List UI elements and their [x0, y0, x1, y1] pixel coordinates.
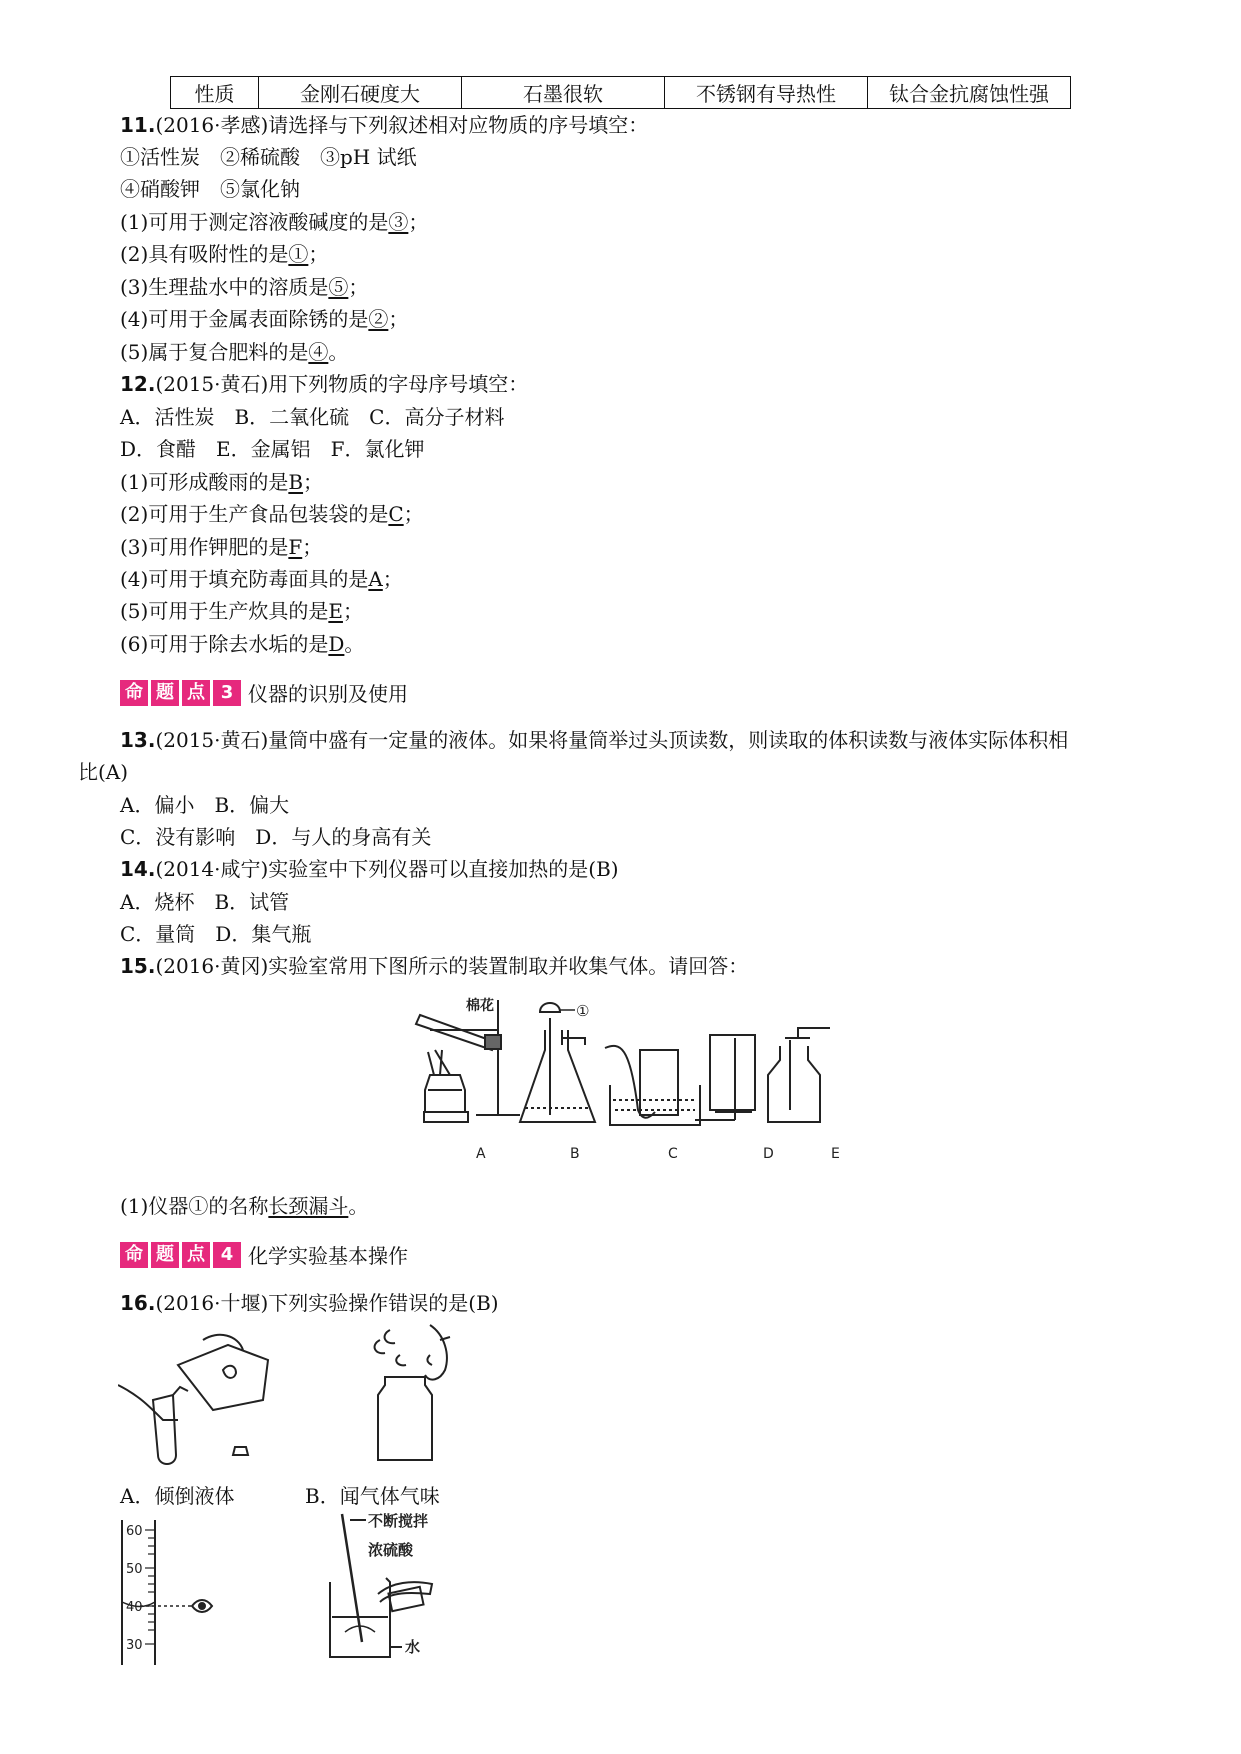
- caption-b: B．闻气体气味: [305, 1484, 440, 1508]
- apparatus-c: [605, 1046, 700, 1125]
- badge-char: 题: [151, 1242, 179, 1268]
- item-end: ；: [388, 307, 409, 331]
- q11-item: [120, 274, 368, 300]
- q13-options-line2: C．没有影响 D．与人的身高有关: [120, 825, 432, 849]
- tick-label: 30: [126, 1638, 143, 1653]
- q12-item: [120, 469, 323, 495]
- q14-options-line2: C．量筒 D．集气瓶: [120, 922, 312, 946]
- stem-text: (2015·黄石)量筒中盛有一定量的液体。如果将量筒举过头顶读数，则读取的体积读数与液体实际体积相: [155, 728, 1069, 752]
- item-end: 。: [328, 340, 349, 364]
- stem-text: (2014·咸宁)实验室中下列仪器可以直接加热的是(B): [155, 857, 619, 881]
- smelling-gas-figure: [370, 1315, 520, 1465]
- question-14-stem: [120, 856, 619, 882]
- q14-options-line1: A．烧杯 B．试管: [120, 890, 290, 914]
- question-15-stem: [120, 953, 748, 979]
- q11-options-line2: ④硝酸钾 ⑤氯化钠: [120, 177, 300, 201]
- question-number: 14.: [120, 857, 156, 881]
- q13-options-line1: A．偏小 B．偏大: [120, 793, 290, 817]
- question-12-stem: [120, 371, 528, 397]
- section-badge-4: [120, 1240, 408, 1269]
- tick-label: 60: [126, 1524, 143, 1539]
- item-text: (1)可形成酸雨的是: [120, 470, 289, 494]
- badge-char: 点: [182, 1242, 210, 1268]
- answer: ③: [388, 210, 409, 234]
- badge-number: 4: [213, 1242, 241, 1268]
- item-end: ；: [348, 275, 369, 299]
- question-11-stem: [120, 112, 648, 138]
- label-d: D: [763, 1146, 774, 1162]
- table-cell: 钛合金抗腐蚀性强: [868, 77, 1071, 109]
- badge-char: 题: [151, 680, 179, 706]
- stem-text: (2016·孝感)请选择与下列叙述相对应物质的序号填空：: [155, 113, 649, 137]
- question-number: 13.: [120, 728, 156, 752]
- caption-a: A．倾倒液体: [120, 1484, 235, 1508]
- pouring-liquid-figure: [118, 1325, 298, 1475]
- q11-item: [120, 339, 348, 365]
- q12-options-line2: D．食醋 E．金属铝 F．氯化钾: [120, 437, 425, 461]
- q11-item: [120, 209, 428, 235]
- item-end: ；: [382, 567, 403, 591]
- badge-char: 点: [182, 680, 210, 706]
- q12-item: [120, 566, 403, 592]
- badge-char: 命: [120, 1242, 148, 1268]
- q12-item: [120, 598, 363, 624]
- answer: ①: [288, 242, 309, 266]
- cotton-label: 棉花: [466, 998, 494, 1014]
- table-cell: 石墨很软: [462, 77, 665, 109]
- eye-icon: [192, 1600, 212, 1612]
- item-text: (6)可用于除去水垢的是: [120, 632, 329, 656]
- q15-sub1: [120, 1193, 368, 1219]
- item-end: ；: [342, 599, 363, 623]
- tick-label: 50: [126, 1562, 143, 1577]
- table-cell: 性质: [171, 77, 259, 109]
- item-text: (1)可用于测定溶液酸碱度的是: [120, 210, 389, 234]
- label-a: A: [476, 1146, 486, 1162]
- q12-item: [120, 534, 322, 560]
- item-end: ；: [408, 210, 429, 234]
- question-number: 16.: [120, 1291, 156, 1315]
- q11-item: [120, 306, 408, 332]
- item-end: 。: [348, 1194, 369, 1218]
- apparatus-d: [695, 1035, 755, 1120]
- apparatus-b: [520, 1002, 595, 1122]
- answer: F: [288, 535, 303, 559]
- question-number: 12.: [120, 372, 156, 396]
- badge-char: 命: [120, 680, 148, 706]
- label-b: B: [570, 1146, 580, 1162]
- question-number: 11.: [120, 113, 156, 137]
- item-end: ；: [302, 535, 323, 559]
- answer: ⑤: [328, 275, 349, 299]
- item-text: (5)属于复合肥料的是: [120, 340, 309, 364]
- item-end: ；: [403, 502, 424, 526]
- answer: E: [328, 599, 343, 623]
- question-number: 15.: [120, 954, 156, 978]
- property-table: [170, 76, 1071, 109]
- item-text: (4)可用于金属表面除锈的是: [120, 307, 369, 331]
- label-e: E: [831, 1146, 840, 1162]
- diluting-acid-figure: [320, 1512, 490, 1667]
- apparatus-e: [768, 1028, 830, 1122]
- item-text: (2)具有吸附性的是: [120, 242, 289, 266]
- section-topic: 仪器的识别及使用: [248, 682, 408, 706]
- item-end: 。: [344, 632, 365, 656]
- answer: B: [288, 470, 304, 494]
- cylinder-reading-figure: [100, 1520, 220, 1670]
- section-topic: 化学实验基本操作: [248, 1244, 408, 1268]
- label-conc-acid: 浓硫酸: [368, 1541, 414, 1559]
- item-text: (2)可用于生产食品包装袋的是: [120, 502, 389, 526]
- q11-options-line1: ①活性炭 ②稀硫酸 ③pH 试纸: [120, 145, 417, 169]
- tick-label: 40: [126, 1600, 143, 1615]
- q12-options-line1: A．活性炭 B．二氧化硫 C．高分子材料: [120, 405, 505, 429]
- q13-stem-cont: 比(A): [78, 760, 129, 784]
- label-stirring: 不断搅拌: [368, 1512, 429, 1530]
- badge-number: 3: [213, 680, 241, 706]
- table-cell: 不锈钢有导热性: [665, 77, 868, 109]
- label-c: C: [668, 1146, 678, 1162]
- item-text: (3)生理盐水中的溶质是: [120, 275, 329, 299]
- item-text: (4)可用于填充防毒面具的是: [120, 567, 369, 591]
- stem-text: (2015·黄石)用下列物质的字母序号填空：: [155, 372, 529, 396]
- answer: D: [328, 632, 345, 656]
- answer: A: [368, 567, 383, 591]
- question-16-stem: [120, 1290, 499, 1316]
- stem-text: (2016·黄冈)实验室常用下图所示的装置制取并收集气体。请回答：: [155, 954, 749, 978]
- section-badge-3: [120, 678, 408, 707]
- item-text: (5)可用于生产炊具的是: [120, 599, 329, 623]
- q12-item: [120, 631, 364, 657]
- apparatus-a: [416, 997, 520, 1122]
- apparatus-figure: [410, 990, 870, 1170]
- label-water: 水: [405, 1638, 421, 1656]
- stem-text: (2016·十堰)下列实验操作错误的是(B): [155, 1291, 499, 1315]
- item-text: (3)可用作钾肥的是: [120, 535, 289, 559]
- question-13-stem: [120, 727, 1068, 753]
- q12-item: [120, 501, 424, 527]
- answer: ②: [368, 307, 389, 331]
- item-text: (1)仪器①的名称: [120, 1194, 269, 1218]
- item-end: ；: [308, 242, 329, 266]
- answer: C: [388, 502, 404, 526]
- table-cell: 金刚石硬度大: [259, 77, 462, 109]
- answer: ④: [308, 340, 329, 364]
- answer: 长颈漏斗: [268, 1194, 349, 1218]
- q11-item: [120, 241, 328, 267]
- item-end: ；: [303, 470, 324, 494]
- marker-label: ①: [576, 1002, 590, 1020]
